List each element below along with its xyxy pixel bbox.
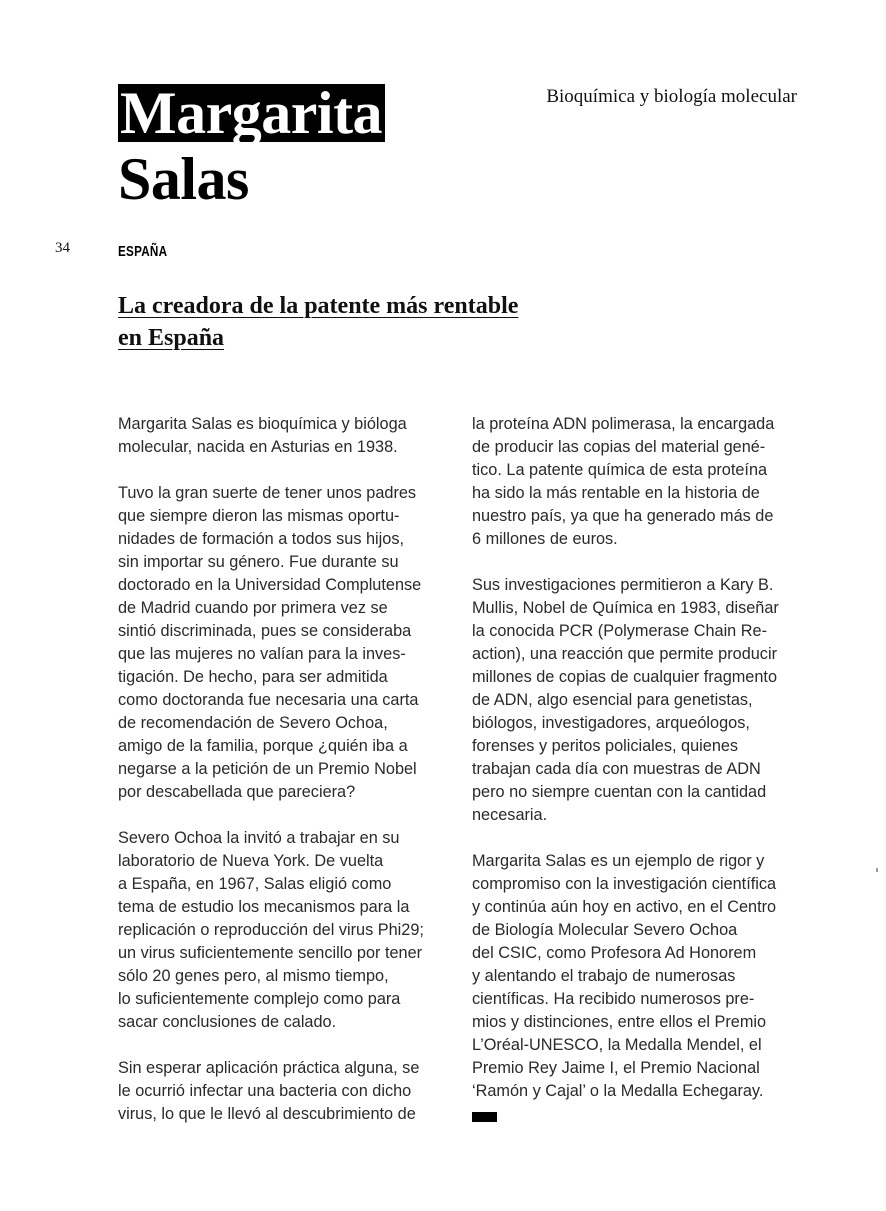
text-line: ‘Ramón y Cajal’ o la Medalla Echegaray. [472,1082,764,1100]
text-line: compromiso con la investigación científica [472,875,777,893]
text-line: sólo 20 genes pero, al mismo tiempo, [118,967,389,985]
text-line: mios y distinciones, entre ellos el Premio [472,1013,767,1031]
text-line: del CSIC, como Profesora Ad Honorem [472,944,757,962]
text-line: sacar conclusiones de calado. [118,1013,337,1031]
text-line: nidades de formación a todos sus hijos, [118,530,404,548]
body-paragraph [118,482,453,804]
text-line: negarse a la petición de un Premio Nobel [118,760,417,778]
text-line: nuestro país, ya que ha generado más de [472,507,774,525]
text-line: de recomendación de Severo Ochoa, [118,714,388,732]
text-line: amigo de la familia, porque ¿quién iba a [118,737,408,755]
body-paragraph [472,413,812,551]
text-line: tema de estudio los mecanismos para la [118,898,410,916]
text-line: virus, lo que le llevó al descubrimiento de [118,1105,416,1123]
body-paragraph [118,413,453,459]
text-line: que siempre dieron las mismas oportu- [118,507,400,525]
text-line: molecular, nacida en Asturias en 1938. [118,438,398,456]
text-line: Mullis, Nobel de Química en 1983, diseñar [472,599,779,617]
text-line: y alentando el trabajo de numerosas [472,967,736,985]
text-line: tico. La patente química de esta proteína [472,461,768,479]
body-paragraph [118,827,453,1034]
text-line: a España, en 1967, Salas eligió como [118,875,392,893]
text-line: forenses y peritos policiales, quienes [472,737,739,755]
name-last: Salas [118,146,249,212]
text-line: doctorado en la Universidad Complutense [118,576,422,594]
text-line: Margarita Salas es un ejemplo de rigor y [472,852,765,870]
margin-mark [876,868,878,872]
left-text-column [118,413,453,1149]
body-paragraph [472,574,812,827]
body-paragraph [118,1057,453,1126]
text-line: Sin esperar aplicación práctica alguna, se [118,1059,420,1077]
text-line: Margarita Salas es bioquímica y bióloga [118,415,407,433]
text-line: lo suficientemente complejo como para [118,990,401,1008]
text-line: que las mujeres no valían para la inves- [118,645,406,663]
text-line: biólogos, investigadores, arqueólogos, [472,714,750,732]
text-line: científicas. Ha recibido numerosos pre- [472,990,755,1008]
page-number: 34 [55,240,70,256]
headline-line: en España [118,325,225,351]
section-category: Bioquímica y biología molecular [546,86,797,107]
text-line: por descabellada que pareciera? [118,783,356,801]
article-headline [118,290,588,354]
text-line: Tuvo la gran suerte de tener unos padres [118,484,417,502]
text-line: de Madrid cuando por primera vez se [118,599,388,617]
text-line: ha sido la más rentable en la historia de [472,484,760,502]
text-line: Sus investigaciones permitieron a Kary B. [472,576,774,594]
text-line: trabajan cada día con muestras de ADN [472,760,761,778]
text-line: le ocurrió infectar una bacteria con dicho [118,1082,412,1100]
text-line: laboratorio de Nueva York. De vuelta [118,852,384,870]
text-line: sintió discriminada, pues se consideraba [118,622,412,640]
text-line: replicación o reproducción del virus Phi29; [118,921,424,939]
body-paragraph [472,850,812,1103]
end-of-article-mark [472,1112,497,1122]
text-line: Severo Ochoa la invitó a trabajar en su [118,829,400,847]
headline-line: La creadora de la patente más rentable [118,293,519,319]
text-line: sin importar su género. Fue durante su [118,553,399,571]
text-line: de producir las copias del material gené- [472,438,766,456]
text-line: tigación. De hecho, para ser admitida [118,668,388,686]
text-line: de Biología Molecular Severo Ochoa [472,921,738,939]
text-line: pero no siempre cuentan con la cantidad [472,783,767,801]
text-line: action), una reacción que permite producir [472,645,777,663]
text-line: de ADN, algo esencial para genetistas, [472,691,753,709]
right-text-column [472,413,812,1126]
text-line: millones de copias de cualquier fragmento [472,668,777,686]
text-line: necesaria. [472,806,548,824]
country-label: ESPAÑA [118,243,168,260]
text-line: la proteína ADN polimerasa, la encargada [472,415,775,433]
text-line: como doctoranda fue necesaria una carta [118,691,419,709]
name-first-highlighted: Margarita [118,84,385,142]
text-line: 6 millones de euros. [472,530,618,548]
text-line: L’Oréal-UNESCO, la Medalla Mendel, el [472,1036,762,1054]
text-line: un virus suficientemente sencillo por tener [118,944,423,962]
text-line: Premio Rey Jaime I, el Premio Nacional [472,1059,760,1077]
text-line: la conocida PCR (Polymerase Chain Re- [472,622,767,640]
text-line: y continúa aún hoy en activo, en el Centro [472,898,777,916]
